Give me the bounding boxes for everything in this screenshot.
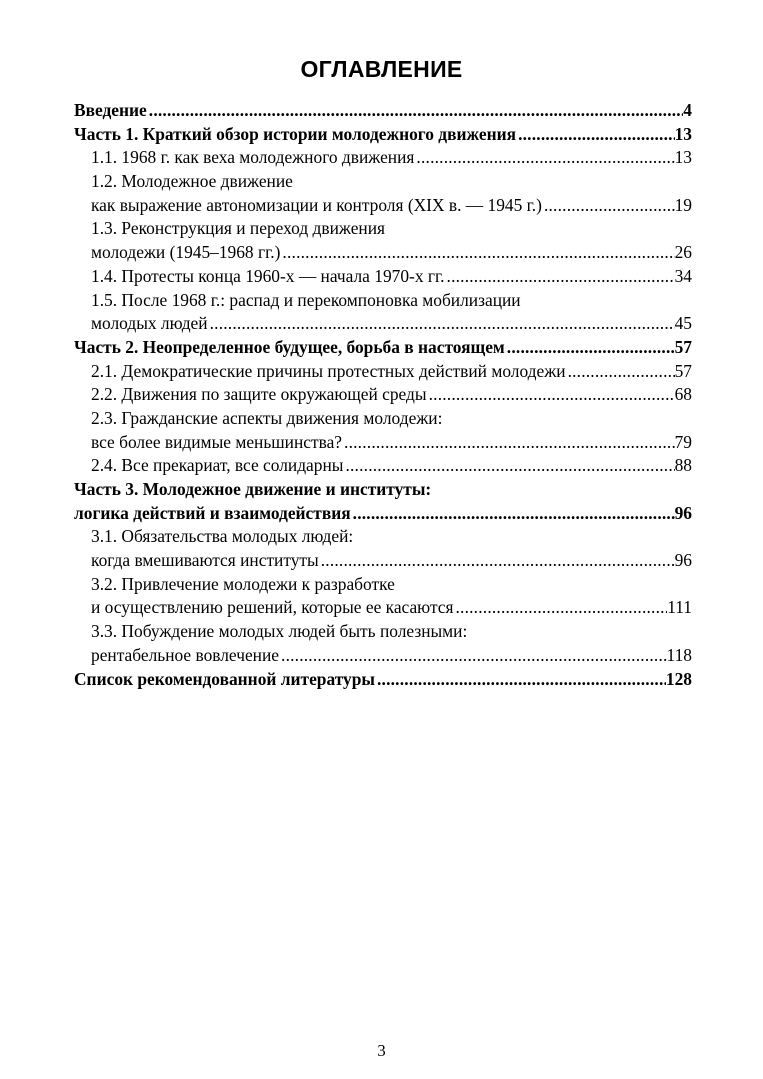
dot-leader xyxy=(516,123,675,147)
toc-page-number: 111 xyxy=(667,597,692,618)
toc-entry-title: 2.1. Демократические причины протестных действий молодежи xyxy=(91,360,566,381)
toc-entry-title: и осуществлению решений, которые ее касаются xyxy=(91,597,454,618)
dot-leader xyxy=(453,596,667,620)
toc-section-entry[interactable] xyxy=(74,620,692,667)
toc-section-entry[interactable] xyxy=(74,170,692,217)
dot-leader xyxy=(542,194,675,218)
toc-entry-leader-line xyxy=(91,431,692,455)
toc-entry-leader-line xyxy=(91,644,692,668)
toc-entry-line: Часть 3. Молодежное движение и институты: xyxy=(74,479,432,499)
toc-entry-title: Часть 2. Неопределенное будущее, борьба в настоящем xyxy=(74,336,505,357)
toc-page-number: 118 xyxy=(666,644,692,665)
toc-page-number: 13 xyxy=(674,123,692,144)
toc-section-entry[interactable] xyxy=(74,217,692,264)
toc-entry-title: рентабельное вовлечение xyxy=(91,644,280,665)
toc-entry-leader-line xyxy=(91,241,692,265)
table-of-contents xyxy=(74,99,692,691)
toc-page-number: 128 xyxy=(665,668,692,689)
toc-entry-line: 2.3. Гражданские аспекты движения молодежи: xyxy=(91,407,443,428)
toc-entry-title: молодежи (1945–1968 гг.) xyxy=(91,242,281,263)
toc-entry-leader-line xyxy=(91,596,692,620)
toc-page-number: 96 xyxy=(674,502,692,523)
toc-entry-leader-line xyxy=(74,502,692,526)
toc-section-entry[interactable] xyxy=(74,383,692,407)
toc-part-entry[interactable] xyxy=(74,336,692,360)
dot-leader xyxy=(208,312,675,336)
toc-entry-title: 2.2. Движения по защите окружающей среды xyxy=(91,384,427,405)
toc-part-entry[interactable] xyxy=(74,668,692,692)
toc-page-number: 4 xyxy=(683,100,692,120)
toc-entry-line: 1.3. Реконструкция и переход движения xyxy=(91,218,386,239)
toc-part-entry[interactable] xyxy=(74,478,692,525)
toc-section-entry[interactable] xyxy=(74,454,692,478)
page-number: 3 xyxy=(377,1041,386,1060)
toc-entry-title: Введение xyxy=(74,100,147,120)
dot-leader xyxy=(351,502,675,526)
toc-entry-leader-line xyxy=(91,549,692,573)
toc-entry-title: молодых людей xyxy=(91,313,208,334)
dot-leader xyxy=(445,265,675,289)
toc-entry-line: 1.5. После 1968 г.: распад и перекомпоновка мобилизации xyxy=(91,289,521,310)
dot-leader xyxy=(280,241,674,265)
toc-page-number: 34 xyxy=(674,265,692,286)
toc-entry-leader-line xyxy=(91,360,692,384)
toc-page-number: 68 xyxy=(674,384,692,405)
toc-entry-leader-line xyxy=(91,312,692,336)
dot-leader xyxy=(566,360,675,384)
toc-entry-leader-line xyxy=(74,668,692,692)
dot-leader xyxy=(343,454,674,478)
dot-leader xyxy=(375,668,666,692)
dot-leader xyxy=(427,383,675,407)
dot-leader xyxy=(342,431,675,455)
toc-page-number: 19 xyxy=(674,194,692,215)
toc-page-number: 57 xyxy=(674,336,692,357)
toc-section-entry[interactable] xyxy=(74,407,692,454)
toc-page-number: 79 xyxy=(674,431,692,452)
dot-leader xyxy=(147,99,684,123)
toc-entry-title: Список рекомендованной литературы xyxy=(74,668,375,689)
toc-page-number: 88 xyxy=(674,455,692,476)
toc-entry-line: 3.2. Привлечение молодежи к разработке xyxy=(91,573,395,594)
toc-entry-title: 1.1. 1968 г. как веха молодежного движения xyxy=(91,147,415,168)
toc-page-number: 57 xyxy=(674,360,692,381)
toc-entry-leader-line xyxy=(91,383,692,407)
toc-page-number: 13 xyxy=(674,147,692,168)
toc-section-entry[interactable] xyxy=(74,265,692,289)
toc-entry-leader-line xyxy=(74,99,692,123)
toc-page-number: 45 xyxy=(674,313,692,334)
dot-leader xyxy=(279,644,667,668)
dot-leader xyxy=(319,549,675,573)
toc-section-entry[interactable] xyxy=(74,525,692,572)
toc-entry-line: 1.2. Молодежное движение xyxy=(91,171,293,192)
toc-part-entry[interactable] xyxy=(74,123,692,147)
toc-page-number: 26 xyxy=(674,242,692,263)
toc-entry-title: когда вмешиваются институты xyxy=(91,550,319,571)
toc-entry-leader-line xyxy=(74,336,692,360)
dot-leader xyxy=(505,336,675,360)
toc-entry-title: все более видимые меньшинства? xyxy=(91,431,343,452)
toc-section-entry[interactable] xyxy=(74,146,692,170)
toc-page-number: 96 xyxy=(674,550,692,571)
toc-entry-leader-line xyxy=(91,194,692,218)
toc-entry-line: 3.3. Побуждение молодых людей быть полезными: xyxy=(91,621,468,642)
toc-entry-leader-line xyxy=(91,146,692,170)
toc-entry-title: Часть 1. Краткий обзор истории молодежного движения xyxy=(74,123,517,144)
toc-entry-title: как выражение автономизации и контроля (XIX в. — 1945 г.) xyxy=(91,194,542,215)
toc-entry-leader-line xyxy=(91,454,692,478)
toc-entry-leader-line xyxy=(91,265,692,289)
toc-entry-leader-line xyxy=(74,123,692,147)
toc-section-entry[interactable] xyxy=(74,289,692,336)
toc-entry-title: 2.4. Все прекариат, все солидарны xyxy=(91,455,344,476)
toc-entry-title: 1.4. Протесты конца 1960-х — начала 1970-х гг. xyxy=(91,265,445,286)
toc-part-entry[interactable] xyxy=(74,99,692,123)
toc-entry-line: 3.1. Обязательства молодых людей: xyxy=(91,526,354,547)
toc-section-entry[interactable] xyxy=(74,573,692,620)
toc-entry-title: логика действий и взаимодействия xyxy=(74,502,351,523)
toc-section-entry[interactable] xyxy=(74,360,692,384)
page-title: ОГЛАВЛЕНИЕ xyxy=(300,56,463,82)
dot-leader xyxy=(414,146,674,170)
